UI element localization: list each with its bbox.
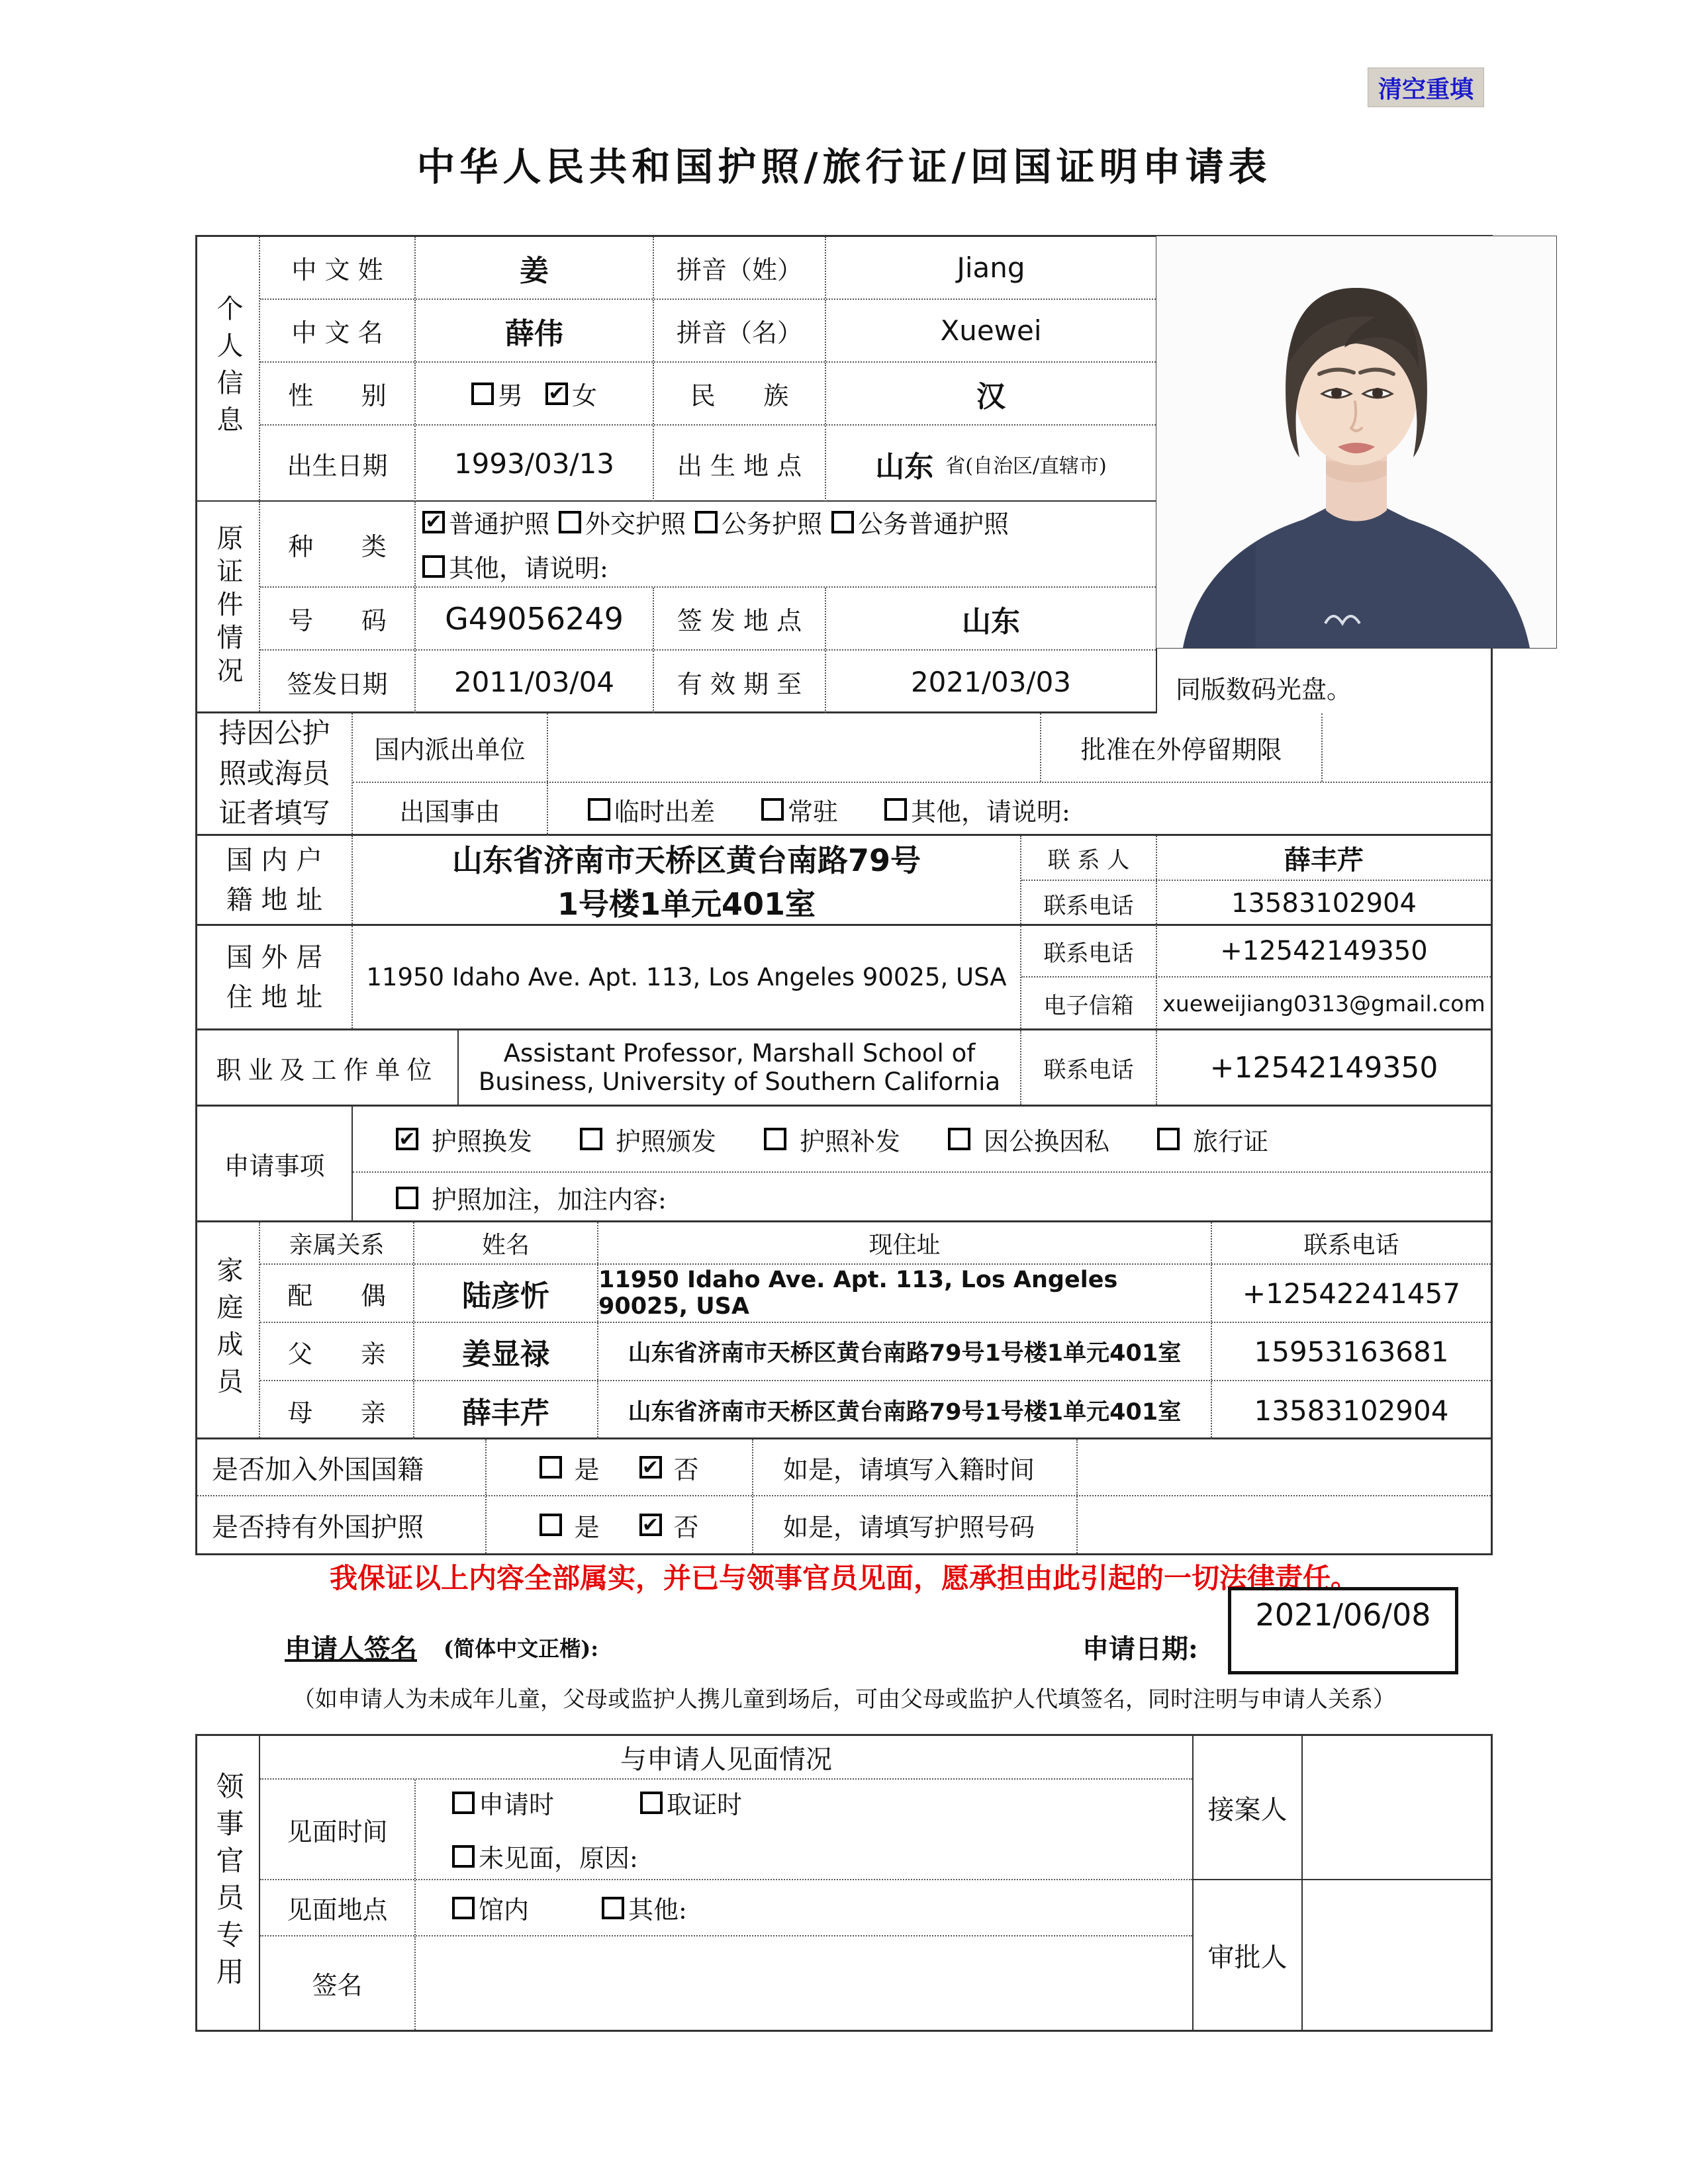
given-pinyin-field[interactable]: Xuewei <box>940 314 1042 347</box>
family-header-phone: 联系电话 <box>1303 1231 1399 1259</box>
reason-other-checkbox[interactable] <box>884 798 907 821</box>
application-items-label: 申请事项 <box>197 1107 353 1220</box>
reason-other-label: 其他，请说明: <box>911 797 1070 827</box>
apply-endorsement-checkbox[interactable] <box>396 1187 418 1209</box>
domestic-phone-label: 联系电话 <box>1021 881 1157 926</box>
section-domestic-address <box>197 836 1491 926</box>
doc-number-label: 号 码 <box>260 588 416 649</box>
overseas-phone-field[interactable]: +12542149350 <box>1220 936 1428 966</box>
family-section-label: 家庭成员 <box>197 1222 260 1437</box>
contact-person-label: 联 系 人 <box>1021 836 1157 880</box>
nationality-no-checkbox[interactable]: ✔ <box>639 1456 662 1479</box>
applicant-signature-sublabel: (简体中文正楷): <box>444 1636 599 1661</box>
meet-at-collection-label: 取证时 <box>667 1790 743 1819</box>
dispatch-unit-field[interactable] <box>548 713 1041 782</box>
section-official-passport <box>197 713 1491 836</box>
row-foreign-nationality <box>197 1439 1491 1496</box>
type-other-checkbox[interactable] <box>422 555 445 578</box>
consular-section-label: 领事官员专用 <box>197 1736 260 2030</box>
family-row-mother <box>260 1381 1491 1439</box>
stay-permit-field[interactable] <box>1323 713 1491 782</box>
family-header-address: 现住址 <box>598 1222 1212 1263</box>
spouse-address-field[interactable]: 11950 Idaho Ave. Apt. 113, Los Angeles 90025, USA <box>598 1265 1212 1322</box>
contact-person-field[interactable]: 薛丰芹 <box>1284 844 1364 876</box>
type-diplomatic-label: 外交护照 <box>585 510 686 539</box>
type-service-ordinary-checkbox[interactable] <box>831 511 854 533</box>
apply-renewal-label: 护照换发 <box>432 1126 533 1156</box>
case-officer-field[interactable] <box>1303 1736 1491 1880</box>
meet-at-application-checkbox[interactable] <box>452 1792 475 1814</box>
occupation-field[interactable]: Assistant Professor, Marshall School of Business, University of Southern California <box>459 1030 1021 1105</box>
foreign-passport-question: 是否持有外国护照 <box>212 1512 424 1543</box>
nationality-yes-checkbox[interactable] <box>539 1456 562 1479</box>
foreign-passport-number-field[interactable] <box>1078 1496 1491 1553</box>
officer-signature-label: 签名 <box>260 1936 416 2030</box>
birth-date-label: 出生日期 <box>260 426 416 502</box>
issue-date-field[interactable]: 2011/03/04 <box>416 651 654 713</box>
naturalization-date-field[interactable] <box>1078 1439 1491 1495</box>
birth-place-suffix: 省(自治区/直辖市) <box>945 454 1107 478</box>
surname-field[interactable]: 姜 <box>416 237 654 298</box>
reason-business-checkbox[interactable] <box>588 798 610 821</box>
doc-type-label: 种 类 <box>260 502 416 586</box>
expiry-field[interactable]: 2021/03/03 <box>910 666 1072 698</box>
email-field[interactable]: xueweijiang0313@gmail.com <box>1162 990 1485 1017</box>
apply-travel-permit-label: 旅行证 <box>1193 1126 1269 1156</box>
naturalization-date-label: 如是，请填写入籍时间 <box>753 1439 1078 1495</box>
type-service-ordinary-label: 公务普通护照 <box>858 510 1009 539</box>
birth-place-label: 出 生 地 点 <box>654 426 826 502</box>
occupation-phone-label: 联系电话 <box>1021 1030 1157 1105</box>
approver-field[interactable] <box>1303 1880 1491 2030</box>
apply-reissue-label: 护照补发 <box>800 1126 901 1156</box>
spouse-phone-field[interactable]: +12542241457 <box>1242 1277 1461 1310</box>
original-doc-section-label: 原证件情况 <box>197 502 260 711</box>
father-phone-field[interactable]: 15953163681 <box>1254 1335 1449 1368</box>
doc-number-field[interactable]: G49056249 <box>416 588 654 649</box>
official-passport-section-label: 持因公护照或海员证者填写 <box>218 716 330 830</box>
mother-phone-field[interactable]: 13583102904 <box>1254 1394 1449 1427</box>
photo-note: 同版数码光盘。 <box>1176 675 1352 704</box>
email-label: 电子信箱 <box>1021 978 1157 1029</box>
issue-place-field[interactable]: 山东 <box>962 604 1020 639</box>
surname-pinyin-field[interactable]: Jiang <box>957 251 1025 284</box>
nationality-yes-label: 是 <box>574 1455 600 1484</box>
family-row-spouse <box>260 1265 1491 1323</box>
surname-label: 中 文 姓 <box>260 237 416 298</box>
section-original-doc <box>197 502 1157 713</box>
type-service-label: 公务护照 <box>722 510 823 539</box>
expiry-label: 有 效 期 至 <box>654 651 826 713</box>
ethnicity-label: 民 族 <box>654 363 826 424</box>
section-family <box>197 1222 1491 1439</box>
foreign-passport-no-checkbox[interactable]: ✔ <box>639 1514 662 1536</box>
signature-row <box>195 1628 1493 1668</box>
nationality-no-label: 否 <box>673 1455 699 1484</box>
dispatch-unit-label: 国内派出单位 <box>353 713 548 782</box>
father-address-field[interactable]: 山东省济南市天桥区黄台南路79号1号楼1单元401室 <box>598 1323 1212 1380</box>
place-other-label: 其他: <box>628 1895 687 1925</box>
application-date-field[interactable]: 2021/06/08 <box>1228 1587 1458 1674</box>
female-checkbox[interactable]: ✔ <box>545 383 568 405</box>
type-service-checkbox[interactable] <box>695 511 718 533</box>
ethnicity-field[interactable]: 汉 <box>976 379 1006 414</box>
female-label: 女 <box>572 381 598 410</box>
family-header-name: 姓名 <box>414 1222 598 1263</box>
father-name-field[interactable]: 姜显禄 <box>414 1323 598 1380</box>
apply-official-to-private-checkbox[interactable] <box>948 1128 970 1150</box>
place-other-checkbox[interactable] <box>602 1897 624 1919</box>
officer-signature-field[interactable] <box>416 1936 1192 2030</box>
section-overseas-address <box>197 926 1491 1030</box>
apply-issuance-checkbox[interactable] <box>580 1128 602 1150</box>
mother-name-field[interactable]: 薛丰芹 <box>414 1381 598 1439</box>
mother-relation-label: 母 亲 <box>260 1381 414 1439</box>
meeting-header: 与申请人见面情况 <box>620 1744 832 1775</box>
declaration-text: 我保证以上内容全部属实，并已与领事官员见面，愿承担由此引起的一切法律责任。 <box>329 1562 1358 1594</box>
spouse-relation-label: 配 偶 <box>260 1265 414 1322</box>
foreign-passport-yes-label: 是 <box>574 1512 600 1542</box>
father-relation-label: 父 亲 <box>260 1323 414 1380</box>
meeting-place-label: 见面地点 <box>260 1880 416 1935</box>
mother-address-field[interactable]: 山东省济南市天桥区黄台南路79号1号楼1单元401室 <box>598 1381 1212 1439</box>
given-name-field[interactable]: 薛伟 <box>416 300 654 361</box>
family-row-father <box>260 1323 1491 1381</box>
domestic-phone-field[interactable]: 13583102904 <box>1231 888 1417 919</box>
apply-travel-permit-checkbox[interactable] <box>1157 1128 1180 1150</box>
form-title: 中华人民共和国护照/旅行证/回国证明申请表 <box>416 144 1272 189</box>
type-ordinary-checkbox[interactable]: ✔ <box>422 511 445 533</box>
minor-signature-note: （如申请人为未成年儿童，父母或监护人携儿童到场后，可由父母或监护人代填签名，同时注明与申请人关系） <box>293 1686 1395 1713</box>
approver-label: 审批人 <box>1207 1942 1288 1973</box>
place-consulate-checkbox[interactable] <box>452 1897 475 1919</box>
foreign-passport-number-label: 如是，请填写护照号码 <box>753 1496 1078 1553</box>
case-officer-label: 接案人 <box>1194 1736 1301 1880</box>
overseas-address-field[interactable]: 11950 Idaho Ave. Apt. 113, Los Angeles 90025, USA <box>353 926 1021 1028</box>
domestic-address-section-label: 国 内 户 籍 地 址 <box>226 844 323 915</box>
reason-resident-label: 常驻 <box>788 797 839 827</box>
foreign-passport-yes-checkbox[interactable] <box>539 1514 562 1536</box>
main-form-table <box>195 235 1493 1555</box>
type-ordinary-label: 普通护照 <box>449 510 550 539</box>
given-name-label: 中 文 名 <box>260 300 416 361</box>
male-checkbox[interactable] <box>471 383 494 405</box>
surname-pinyin-label: 拼音（姓） <box>654 237 826 298</box>
personal-section-label: 个人信息 <box>197 237 260 500</box>
occupation-label: 职业及工作单位 <box>197 1030 459 1105</box>
consular-table <box>195 1734 1493 2032</box>
apply-endorsement-label: 护照加注，加注内容: <box>432 1185 667 1214</box>
type-other-label: 其他，请说明: <box>449 554 608 583</box>
spouse-name-field[interactable]: 陆彦忻 <box>414 1265 598 1322</box>
apply-issuance-label: 护照颁发 <box>616 1126 717 1156</box>
occupation-phone-field[interactable]: +12542149350 <box>1209 1050 1438 1085</box>
birth-date-field[interactable]: 1993/03/13 <box>416 426 654 502</box>
issue-place-label: 签 发 地 点 <box>654 588 826 649</box>
apply-reissue-checkbox[interactable] <box>764 1128 786 1150</box>
application-date-label: 申请日期: <box>1082 1633 1198 1664</box>
male-label: 男 <box>497 381 523 410</box>
place-consulate-label: 馆内 <box>479 1895 530 1925</box>
travel-reason-label: 出国事由 <box>353 783 548 836</box>
stay-permit-label: 批准在外停留期限 <box>1041 713 1323 782</box>
clear-refill-button[interactable]: 清空重填 <box>1368 68 1484 107</box>
family-header-relation: 亲属关系 <box>260 1222 414 1263</box>
section-occupation <box>197 1030 1491 1107</box>
domestic-address-field[interactable]: 山东省济南市天桥区黄台南路79号 1号楼1单元401室 <box>353 836 1021 924</box>
meet-at-collection-checkbox[interactable] <box>640 1792 663 1814</box>
apply-renewal-checkbox[interactable]: ✔ <box>396 1128 418 1150</box>
birth-place-field[interactable]: 山东 <box>875 449 934 484</box>
section-application-items <box>197 1107 1491 1222</box>
gender-label: 性 别 <box>260 363 416 424</box>
reason-business-label: 临时出差 <box>614 797 716 827</box>
foreign-nationality-question: 是否加入外国国籍 <box>212 1454 424 1485</box>
not-met-label: 未见面，原因: <box>479 1844 638 1873</box>
applicant-signature-label: 申请人签名 <box>285 1633 417 1664</box>
reason-resident-checkbox[interactable] <box>761 798 784 821</box>
applicant-photo <box>1156 236 1557 649</box>
overseas-phone-label: 联系电话 <box>1021 926 1157 976</box>
meet-at-application-label: 申请时 <box>479 1790 555 1819</box>
overseas-address-section-label: 国 外 居 住 地 址 <box>226 942 323 1013</box>
section-personal <box>197 237 1157 502</box>
given-pinyin-label: 拼音（名） <box>654 300 826 361</box>
issue-date-label: 签发日期 <box>260 651 416 713</box>
not-met-checkbox[interactable] <box>452 1845 475 1868</box>
meeting-time-label: 见面时间 <box>260 1780 416 1879</box>
foreign-passport-no-label: 否 <box>673 1512 699 1542</box>
type-diplomatic-checkbox[interactable] <box>559 511 581 533</box>
apply-official-to-private-label: 因公换因私 <box>984 1126 1110 1156</box>
row-foreign-passport <box>197 1496 1491 1553</box>
